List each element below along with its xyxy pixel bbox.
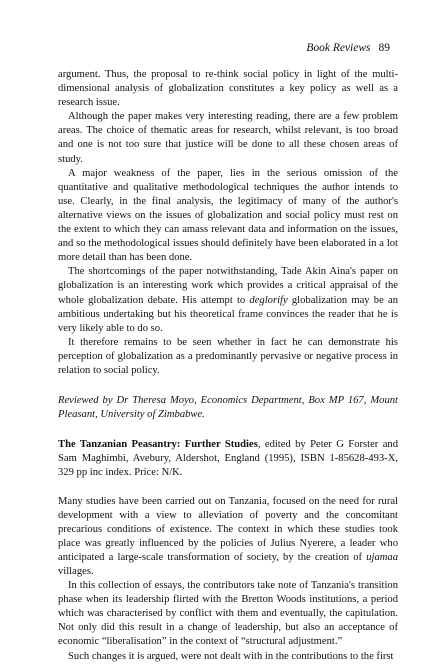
book-details: , edited by Peter G Forster and Sam Maghimbi, Avebury, Aldershot, England (1995), ISBN 1-85628-493-X, 329 pp inc index. Price: N/K. xyxy=(58,439,398,479)
reviewer-credit: Reviewed by Dr Theresa Moyo, Economics Department, Box MP 167, Mount Pleasant, University of Zimbabwe. xyxy=(58,395,398,421)
review-paragraph: In this collection of essays, the contributors take note of Tanzania's transition phase when its leadership flirted with the Bretton Woods institutions, a period which was characterised by conflict with them and eventually, the capitulation. Not only did this result in a change of leadership, but also an acceptance of economic “liberalisation” in the context of “structural adjustment.” xyxy=(58,580,398,648)
running-header xyxy=(306,42,390,54)
spacer xyxy=(58,481,398,495)
book-title: The Tanzanian Peasantry: Further Studies xyxy=(58,439,258,451)
section-title: Book Reviews xyxy=(306,42,371,54)
page-number: 89 xyxy=(378,42,390,54)
paragraph: Although the paper makes very interesting reading, there are a few problem areas. The choice of thematic areas for research, whilst relevant, is too broad and one is not too sure that justice will be done to all these chosen areas of study. xyxy=(58,111,398,165)
emphasized-word: ujamaa xyxy=(366,551,398,563)
paragraph: It therefore remains to be seen whether in fact he can demonstrate his perception of globalization as a predominantly pervasive or negative process in relation to social policy. xyxy=(58,336,398,376)
review-paragraph xyxy=(58,495,398,580)
spacer xyxy=(58,378,398,394)
paragraph-text: villages. xyxy=(58,566,94,577)
paragraph-text: Many studies have been carried out on Tanzania, focused on the need for rural development with a view to alleviation of poverty and the concomitant precarious conditions of existence. The context in which these studies took place was greatly influenced by the policies of Julius Nyerere, a leader who anticipated a large-scale transformation of society, by the creation of xyxy=(58,495,398,563)
book-entry xyxy=(58,438,398,480)
paragraph-text: The shortcomings of the paper notwithstanding, Tade Akin Aina's paper on globalization is an interesting work which provides a critical appraisal of the whole globalization debate. His attempt to xyxy=(58,266,398,306)
paragraph-text: globalization may be an ambitious undertaking but his theoretical frame convinces the reader that he is very likely able to do so. xyxy=(58,294,398,334)
review-paragraph: Such changes it is argued, were not dealt with in the contributions to the first xyxy=(68,650,394,662)
page-body xyxy=(58,68,398,664)
paragraph xyxy=(58,265,398,335)
paragraph: argument. Thus, the proposal to re-think social policy in light of the multi-dimensional analysis of globalization constitutes a key policy as well as a research issue. xyxy=(58,69,398,109)
paragraph: A major weakness of the paper, lies in the serious omission of the quantitative and qualitative methodological techniques the author intends to use. Clearly, in the final analysis, the legitimacy of many of the author's alternative views on the issues of globalization and social policy must rest on the extent to which they can amass relevant data and information on the issues, and so the methodological issues should definitely have been elaborated in a lot more detail than has been done. xyxy=(58,167,398,264)
emphasized-word: deglorify xyxy=(249,294,288,306)
spacer xyxy=(58,422,398,438)
